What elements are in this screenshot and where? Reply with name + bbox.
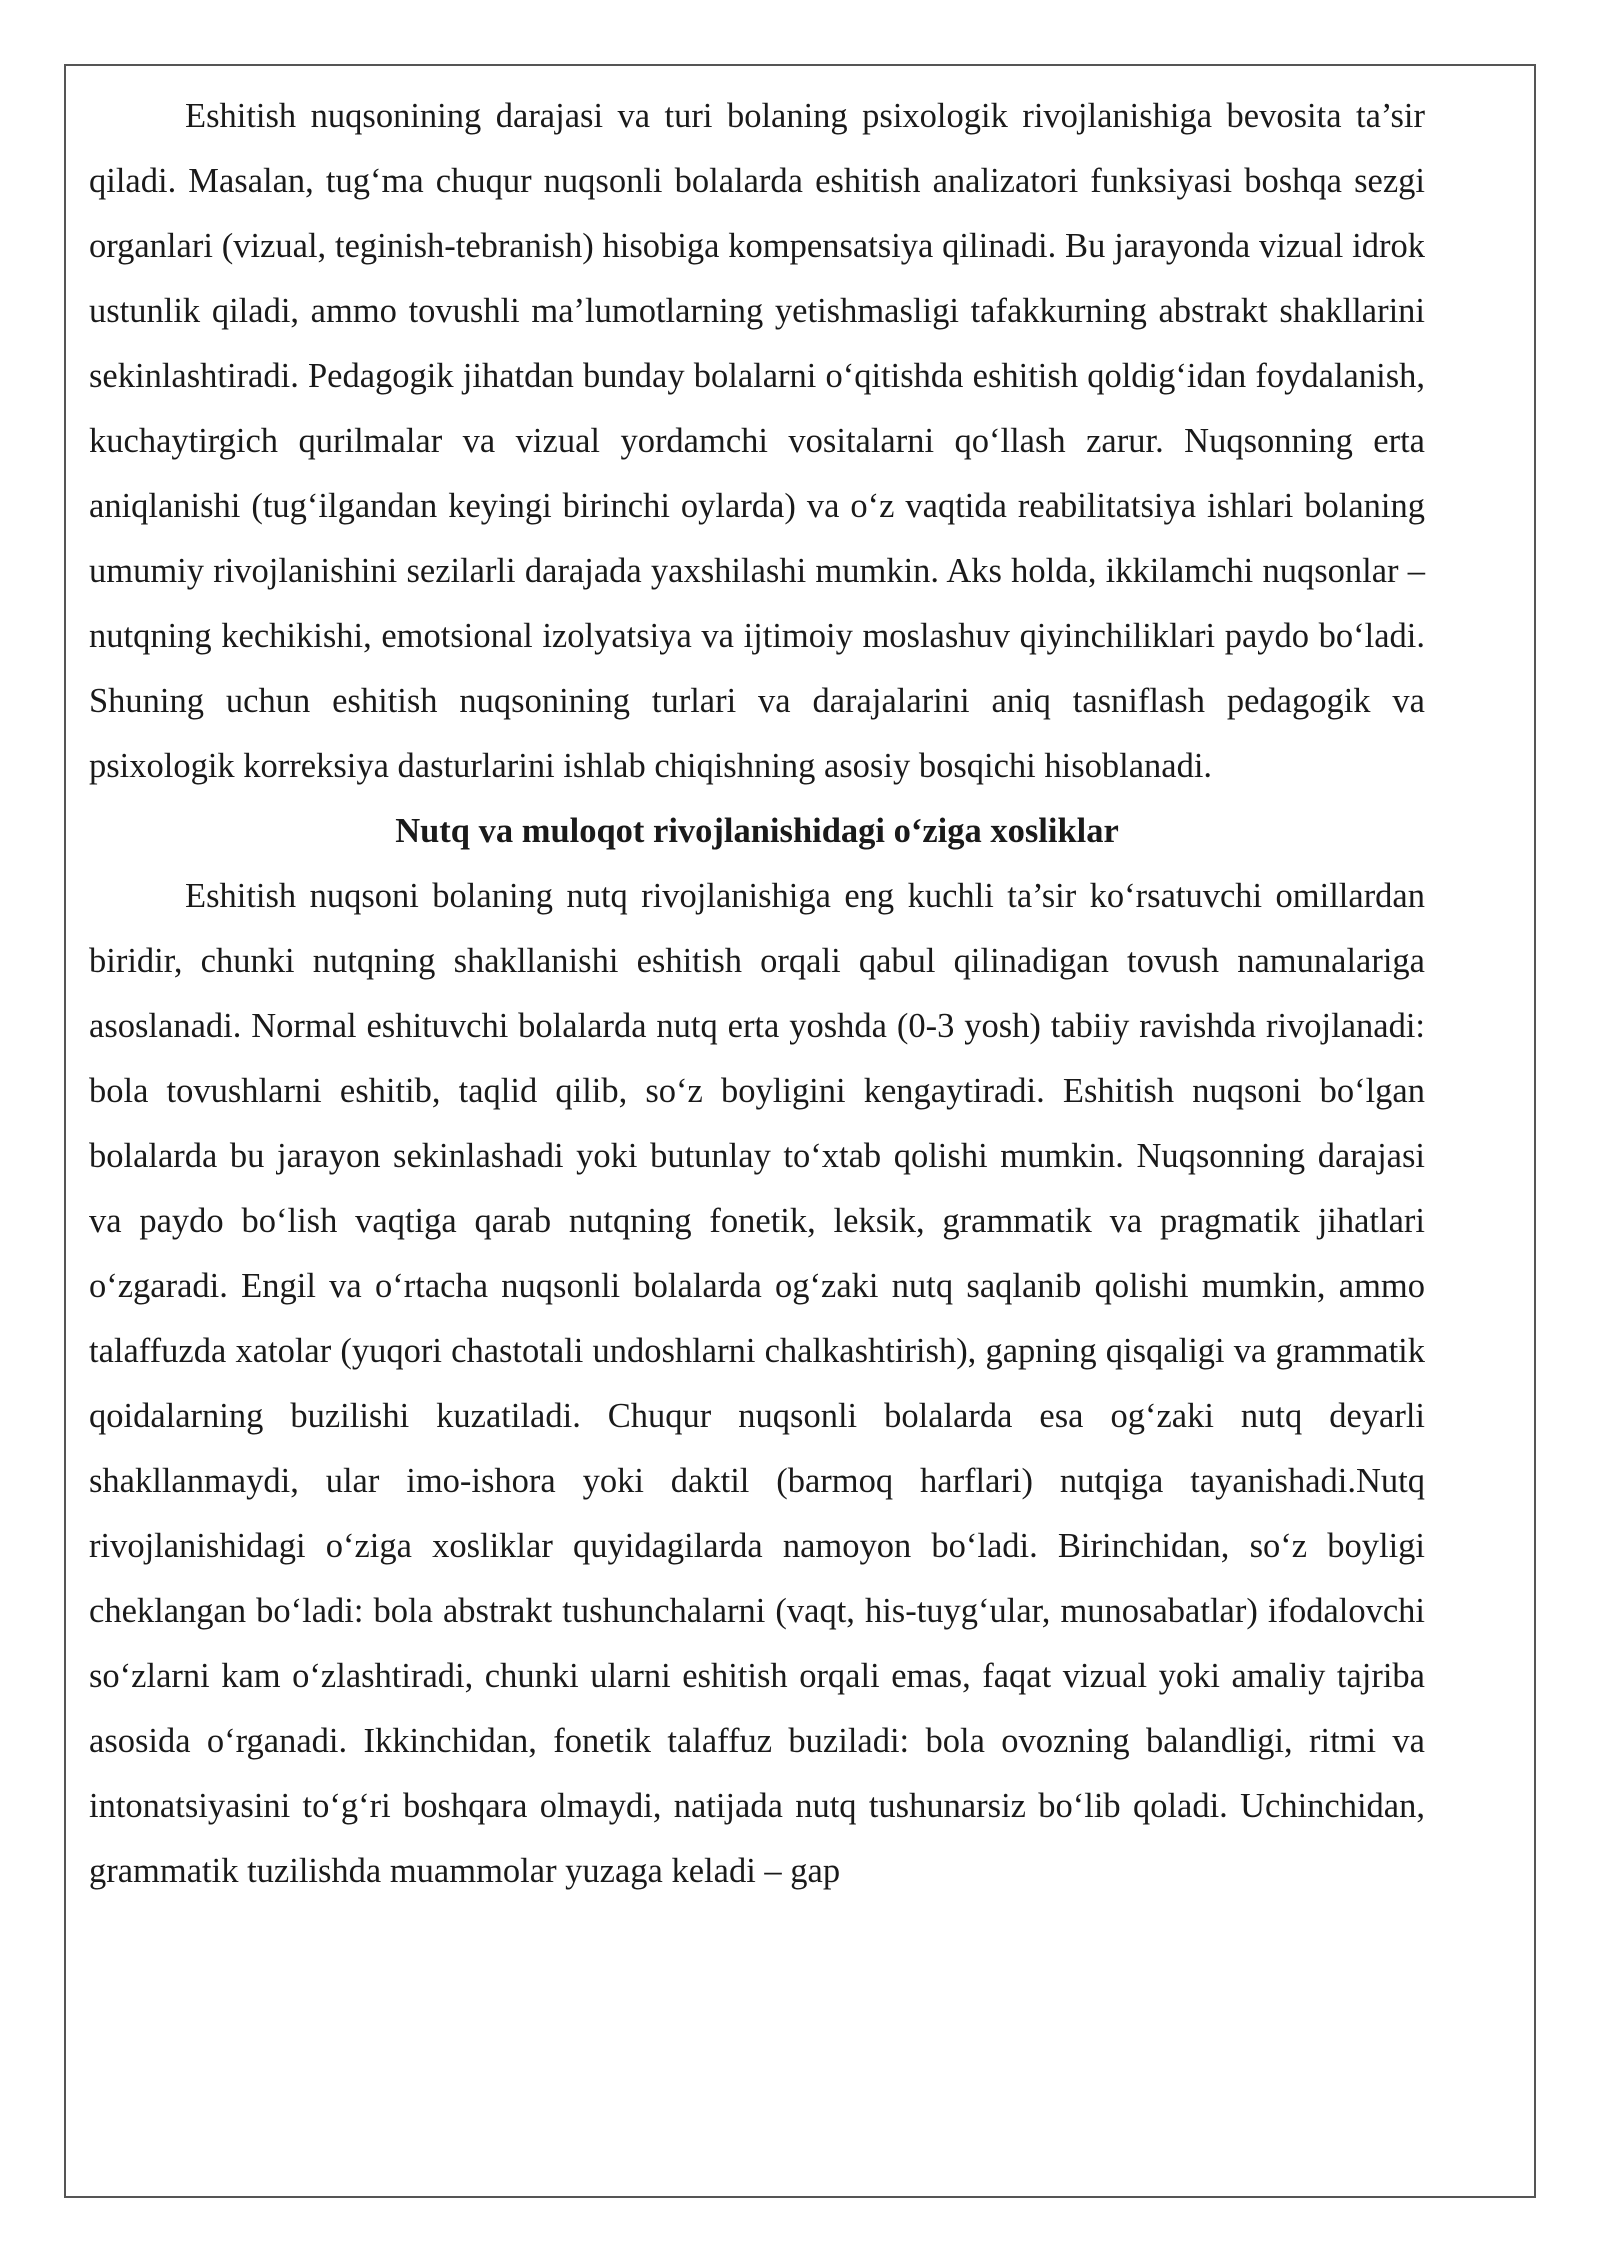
paragraph: Eshitish nuqsoni bolaning nutq rivojlanishiga eng kuchli ta’sir ko‘rsatuvchi omillardan biridir, chunki nutqning shakllanishi eshitish orqali qabul qilinadigan tovush namunalariga asoslanadi. Normal eshituvchi bolalarda nutq erta yoshda (0-3 yosh) tabiiy ravishda rivojlanadi: bola tovushlarni eshitib, taqlid qilib, so‘z boyligini kengaytiradi. Eshitish nuqsoni bo‘lgan bolalarda bu jarayon sekinlashadi yoki butunlay to‘xtab qolishi mumkin. Nuqsonning darajasi va paydo bo‘lish vaqtiga qarab nutqning fonetik, leksik, grammatik va pragmatik jihatlari o‘zgaradi. Engil va o‘rtacha nuqsonli bolalarda og‘zaki nutq saqlanib qolishi mumkin, ammo talaffuzda xatolar (yuqori chastotali undoshlarni chalkashtirish), gapning qisqaligi va grammatik qoidalarning buzilishi kuzatiladi. Chuqur nuqsonli bolalarda esa og‘zaki nutq deyarli shakllanmaydi, ular imo-ishora yoki daktil (barmoq harflari) nutqiga tayanishadi.Nutq rivojlanishidagi o‘ziga xosliklar quyidagilarda namoyon bo‘ladi. Birinchidan, so‘z boyligi cheklangan bo‘ladi: bola abstrakt tushunchalarni (vaqt, his-tuyg‘ular, munosabatlar) ifodalovchi so‘zlarni kam o‘zlashtiradi, chunki ularni eshitish orqali emas, faqat vizual yoki amaliy tajriba asosida o‘rganadi. Ikkinchidan, fonetik talaffuz buziladi: bola ovozning balandligi, ritmi va intonatsiyasini to‘g‘ri boshqara olmaydi, natijada nutq tushunarsiz bo‘lib qoladi. Uchinchidan, grammatik tuzilishda muammolar yuzaga keladi – gap	[89, 877, 1425, 1890]
document-body	[89, 84, 1425, 1904]
paragraph: Eshitish nuqsonining darajasi va turi bolaning psixologik rivojlanishiga bevosita ta’sir qiladi. Masalan, tug‘ma chuqur nuqsonli bolalarda eshitish analizatori funksiyasi boshqa sezgi organlari (vizual, teginish-tebranish) hisobiga kompensatsiya qilinadi. Bu jarayonda vizual idrok ustunlik qiladi, ammo tovushli ma’lumotlarning yetishmasligi tafakkurning abstrakt shakllarini sekinlashtiradi. Pedagogik jihatdan bunday bolalarni o‘qitishda eshitish qoldig‘idan foydalanish, kuchaytirgich qurilmalar va vizual yordamchi vositalarni qo‘llash zarur. Nuqsonning erta aniqlanishi (tug‘ilgandan keyingi birinchi oylarda) va o‘z vaqtida reabilitatsiya ishlari bolaning umumiy rivojlanishini sezilarli darajada yaxshilashi mumkin. Aks holda, ikkilamchi nuqsonlar – nutqning kechikishi, emotsional izolyatsiya va ijtimoiy moslashuv qiyinchiliklari paydo bo‘ladi. Shuning uchun eshitish nuqsonining turlari va darajalarini aniq tasniflash pedagogik va psixologik korreksiya dasturlarini ishlab chiqishning asosiy bosqichi hisoblanadi.	[89, 97, 1425, 785]
section-heading: Nutq va muloqot rivojlanishidagi o‘ziga xosliklar	[395, 812, 1119, 850]
